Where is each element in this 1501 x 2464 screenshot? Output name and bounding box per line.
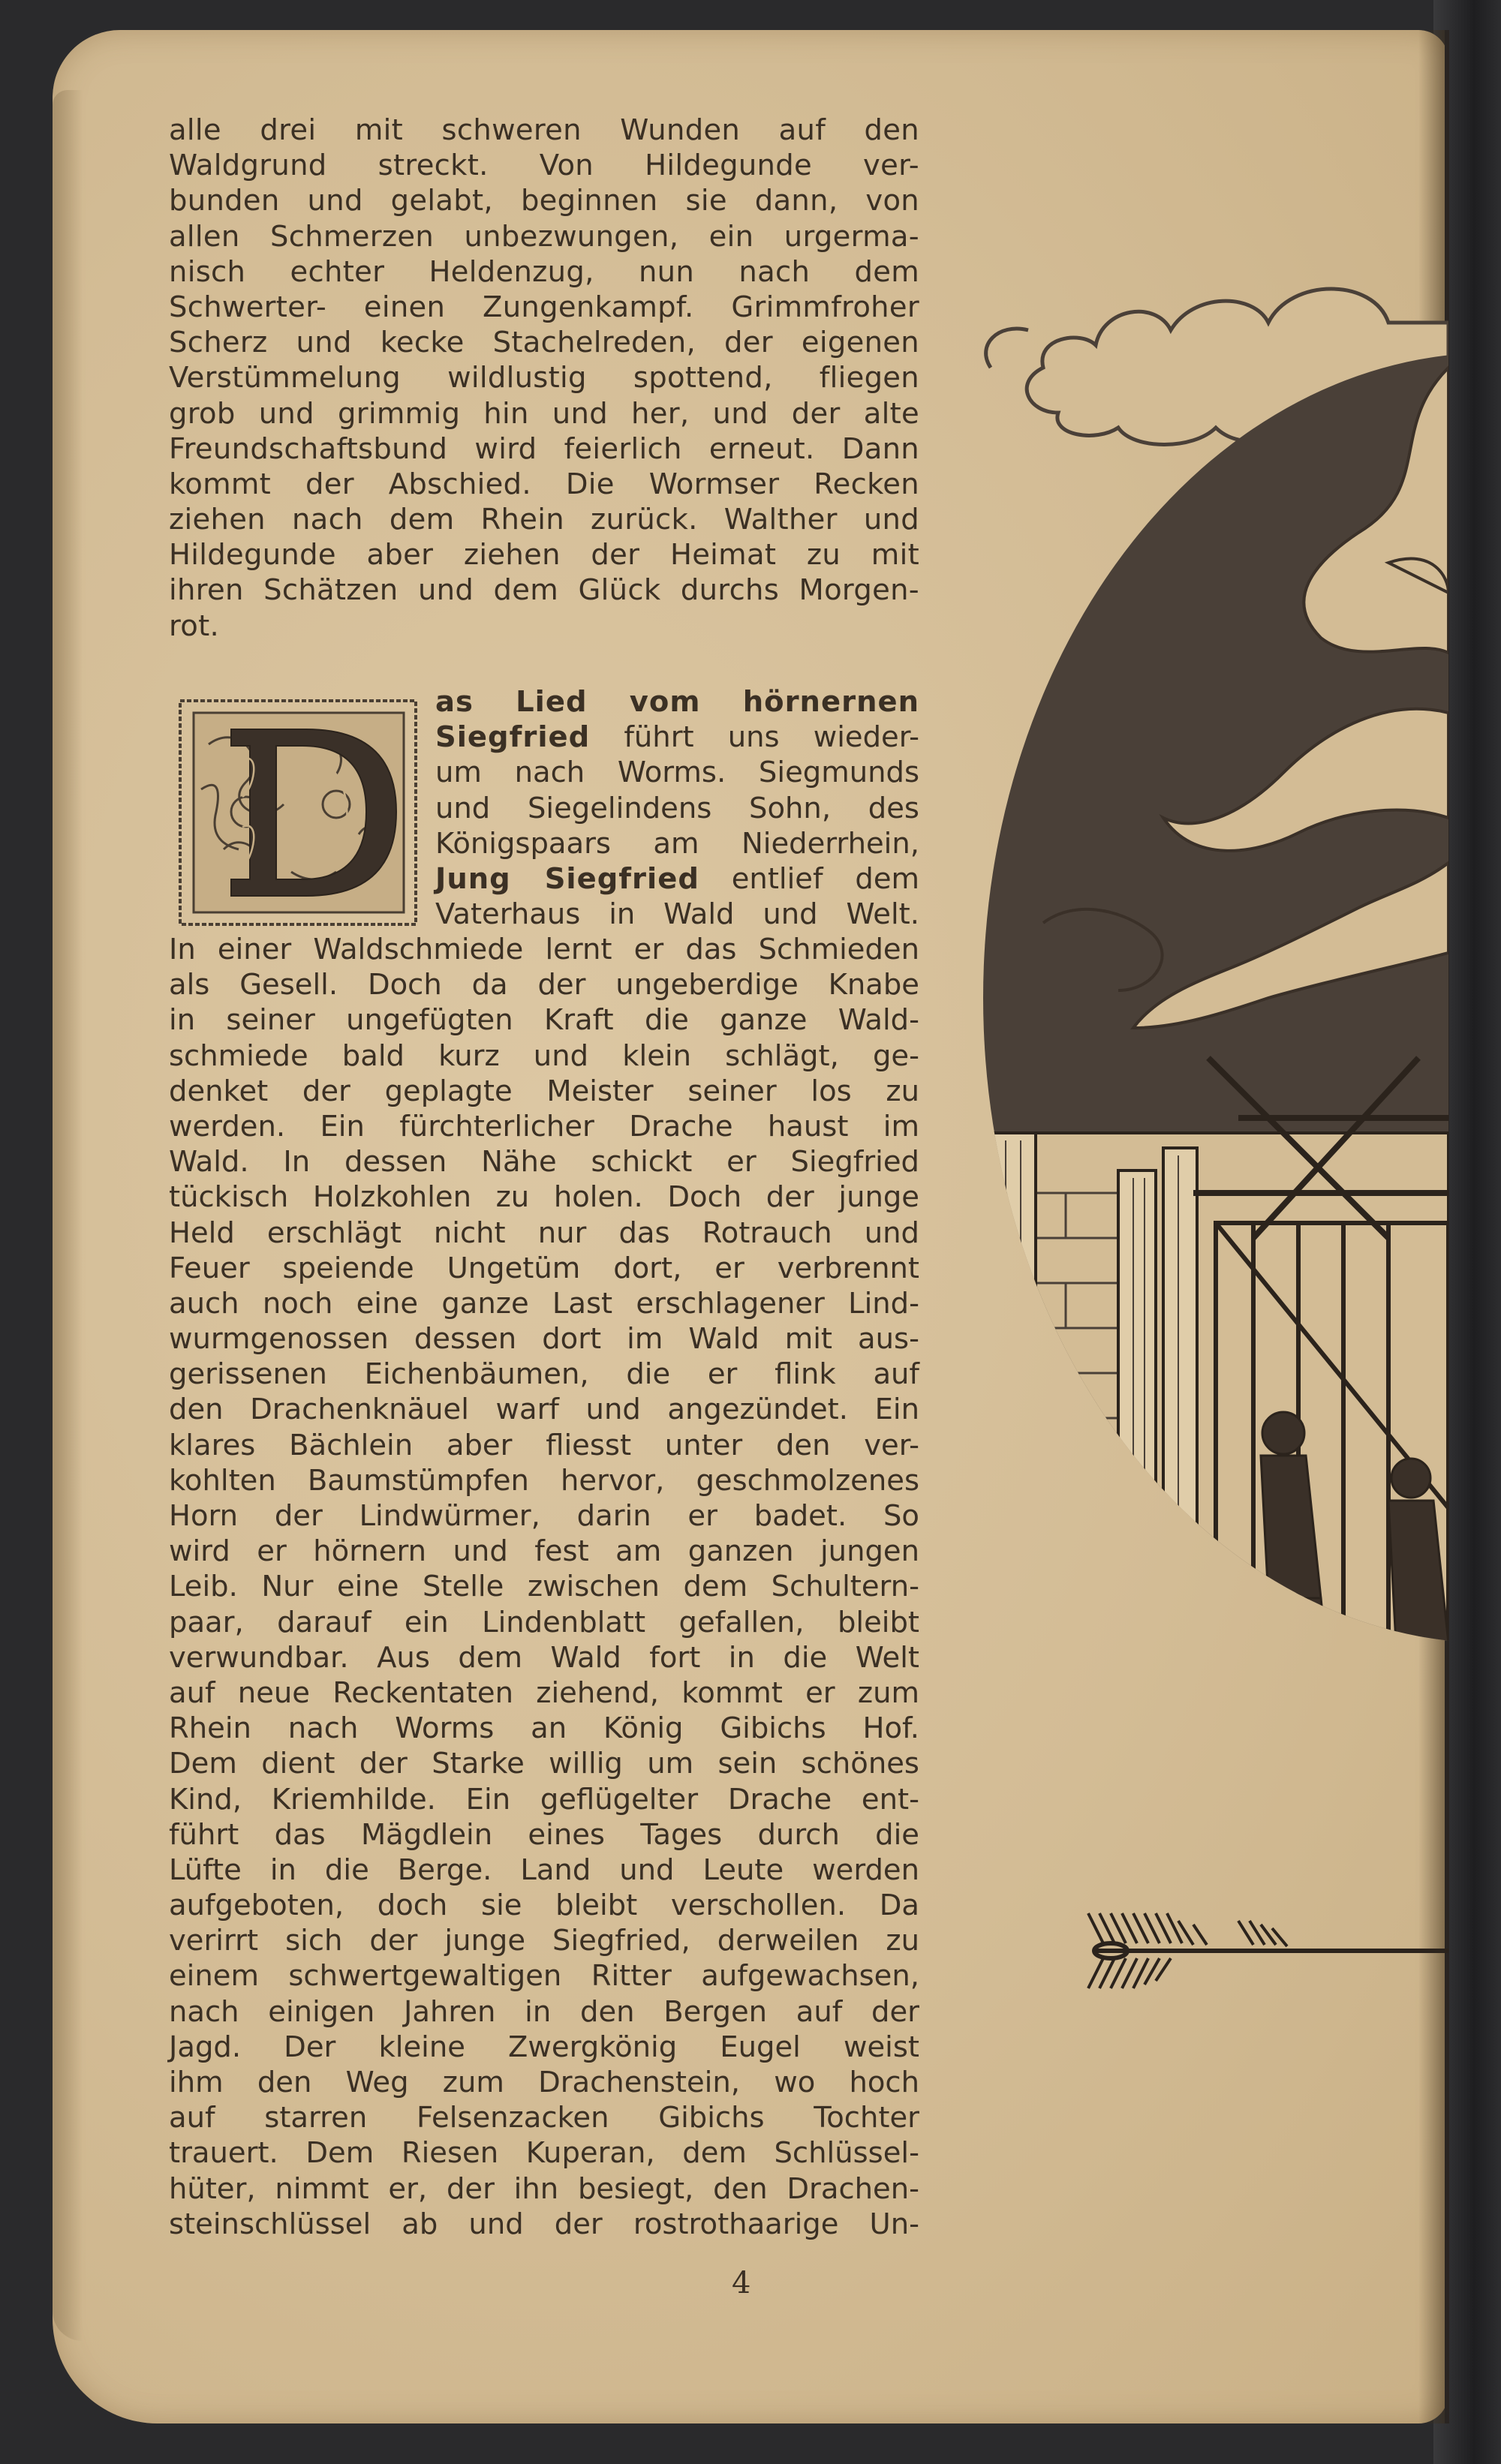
- text-line: Dem dient der Starke willig um sein schönes: [169, 1747, 919, 1781]
- text-line: rot.: [169, 608, 220, 643]
- text-line: klares Bächlein aber fliesst unter den ver-: [169, 1428, 919, 1462]
- text-line: in seiner ungefügten Kraft die ganze Wald-: [169, 1003, 919, 1038]
- text-line: [435, 897, 919, 932]
- text-line: Horn der Lindwürmer, darin er badet. So: [169, 1499, 919, 1533]
- text-line: [435, 791, 919, 826]
- text-line: alle drei mit schweren Wunden auf den: [169, 113, 919, 147]
- text-line: Scherz und kecke Stachelreden, der eigenen: [169, 326, 919, 360]
- bold-title-text: Jung Siegfried: [435, 861, 699, 896]
- text-line: auf starren Felsenzacken Gibichs Tochter: [169, 2101, 919, 2135]
- text-line: grob und grimmig hin und her, und der alte: [169, 396, 919, 431]
- text-line: aufgeboten, doch sie bleibt verschollen. Da: [169, 1889, 919, 1923]
- text-line: bunden und gelabt, beginnen sie dann, von: [169, 184, 919, 218]
- text-line: Verstümmelung wildlustig spottend, fliegen: [169, 361, 919, 395]
- text-line: verirrt sich der junge Siegfried, derweilen zu: [169, 1924, 919, 1958]
- text-run: führt uns wieder-: [590, 720, 919, 755]
- text-line: kommt der Abschied. Die Wormser Recken: [169, 467, 919, 501]
- text-line: gerissenen Eichenbäumen, die er flink auf: [169, 1357, 919, 1392]
- text-line: Jagd. Der kleine Zwergkönig Eugel weist: [169, 2030, 919, 2064]
- text-run: Vaterhaus in Wald und Welt.: [435, 897, 919, 932]
- text-line: verwundbar. Aus dem Wald fort in die Welt: [169, 1640, 919, 1675]
- text-line: wird er hörnern und fest am ganzen jungen: [169, 1534, 919, 1569]
- text-line: kohlten Baumstümpfen hervor, geschmolzenes: [169, 1463, 919, 1498]
- text-line: Kind, Kriemhilde. Ein geflügelter Drache ent-: [169, 1782, 919, 1816]
- text-line: Held erschlägt nicht nur das Rotrauch und: [169, 1215, 919, 1250]
- text-line: [435, 755, 919, 790]
- text-line: Rhein nach Worms an König Gibichs Hof.: [169, 1711, 919, 1746]
- text-line: nisch echter Heldenzug, nun nach dem: [169, 254, 919, 289]
- text-line: [435, 861, 919, 897]
- text-line: [435, 720, 919, 755]
- decorative-arrow: [1088, 1913, 1448, 1988]
- text-line: Leib. Nur eine Stelle zwischen dem Schultern-: [169, 1570, 919, 1604]
- text-line: einem schwertgewaltigen Ritter aufgewachsen,: [169, 1959, 919, 1994]
- text-line: schmiede bald kurz und klein schlägt, ge-: [169, 1038, 919, 1073]
- text-line: auch noch eine ganze Last erschlagener Lind-: [169, 1286, 919, 1321]
- text-line: Feuer speiende Ungetüm dort, er verbrennt: [169, 1251, 919, 1285]
- text-line: den Drachenknäuel warf und angezündet. Ein: [169, 1393, 919, 1427]
- paragraph-siegfried-intro: [435, 684, 919, 932]
- text-run: entlief dem: [699, 861, 920, 896]
- text-line: nach einigen Jahren in den Bergen auf der: [169, 1994, 919, 2029]
- text-line: auf neue Reckentaten ziehend, kommt er zum: [169, 1675, 919, 1710]
- ornamental-dropcap-d: [179, 699, 417, 926]
- text-line: ihm den Weg zum Drachenstein, wo hoch: [169, 2066, 919, 2099]
- bold-title-text: Siegfried: [435, 720, 591, 755]
- bold-title-text: as Lied vom hörnernen: [435, 685, 919, 719]
- text-line: [435, 826, 919, 861]
- forge-building: [968, 1058, 1448, 1808]
- text-line: [435, 684, 919, 720]
- text-line: Schwerter- einen Zungenkampf. Grimmfroher: [169, 290, 919, 324]
- text-line: In einer Waldschmiede lernt er das Schmieden: [169, 933, 919, 966]
- text-line: Hildegunde aber ziehen der Heimat zu mit: [169, 538, 919, 572]
- text-line: steinschlüssel ab und der rostrothaarige Un-: [169, 2207, 919, 2241]
- text-line: Freundschaftsbund wird feierlich erneut. Dann: [169, 431, 919, 466]
- page-edge-shadow: [53, 90, 83, 2341]
- text-line: denket der geplagte Meister seiner los zu: [169, 1074, 919, 1108]
- page-number: 4: [732, 2266, 751, 2300]
- text-line: ihren Schätzen und dem Glück durchs Morgen-: [169, 573, 919, 608]
- text-run: Königspaars am Niederrhein,: [435, 826, 919, 861]
- text-line: ziehen nach dem Rhein zurück. Walther und: [169, 503, 919, 537]
- text-line: Lüfte in die Berge. Land und Leute werden: [169, 1853, 919, 1887]
- text-line: wurmgenossen dessen dort im Wald mit aus-: [169, 1322, 919, 1357]
- text-line: hüter, nimmt er, der ihn besiegt, den Drachen-: [169, 2171, 919, 2206]
- text-line: trauert. Dem Riesen Kuperan, dem Schlüssel-: [169, 2136, 919, 2171]
- text-line: tückisch Holzkohlen zu holen. Doch der junge: [169, 1180, 919, 1215]
- text-run: und Siegelindens Sohn, des: [435, 791, 919, 825]
- woodcut-illustration-forge: [968, 248, 1448, 2063]
- text-line: führt das Mägdlein eines Tages durch die: [169, 1817, 919, 1852]
- text-line: werden. Ein fürchterlicher Drache haust im: [169, 1109, 919, 1143]
- text-run: um nach Worms. Siegmunds: [435, 756, 919, 790]
- text-line: paar, darauf ein Lindenblatt gefallen, bleibt: [169, 1605, 919, 1639]
- paragraph-siegfried-body: [169, 932, 919, 2242]
- text-line: Wald. In dessen Nähe schickt er Siegfried: [169, 1145, 919, 1179]
- paragraph-walther-ending: [169, 113, 919, 644]
- text-line: Waldgrund streckt. Von Hildegunde ver-: [169, 149, 919, 183]
- text-line: als Gesell. Doch da der ungeberdige Knabe: [169, 968, 919, 1002]
- text-line: allen Schmerzen unbezwungen, ein urgerma-: [169, 219, 919, 254]
